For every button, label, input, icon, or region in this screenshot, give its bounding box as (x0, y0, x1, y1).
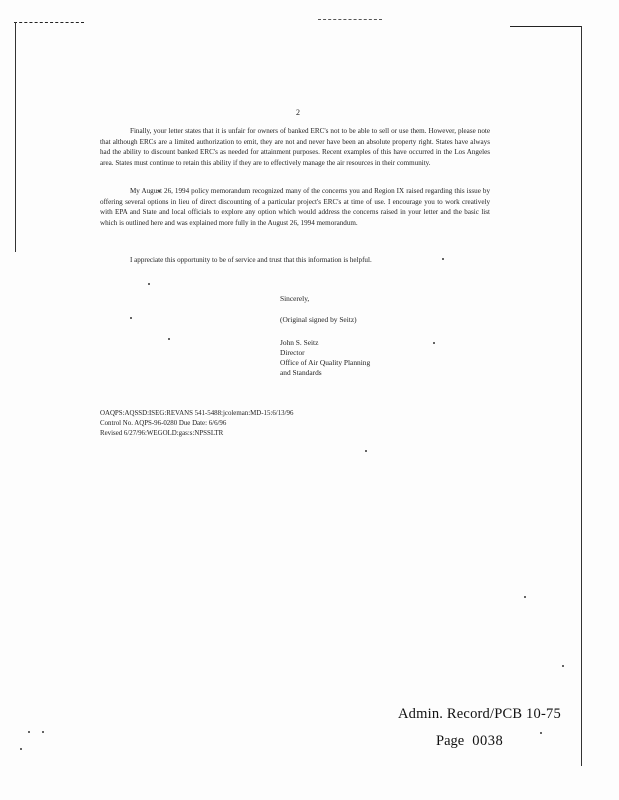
signer-name: John S. Seitz (280, 338, 319, 347)
paragraph-property-right: Finally, your letter states that it is unfair for owners of banked ERC's not to be able to sell or use them. However, please note that although ERCs are a limited authorization to emit, they are not and never have been an absolute property right. States have always had the ability to discount banked ERC's as needed for attainment purposes. Recent examples of this have occurred in the Los Angeles area. States must continue to retain this ability if they are to effectively manage the air resources in their community. (100, 127, 490, 167)
page-stamp-number: 0038 (472, 733, 504, 749)
scan-speck (130, 317, 132, 319)
routing-line-1: OAQPS:AQSSD:ISEG:REVANS 541-5488:jcoleman:MD-15:6/13/96 (100, 410, 294, 417)
admin-record-stamp: Admin. Record/PCB 10-75 (398, 706, 561, 722)
scan-speck (28, 731, 30, 733)
paragraph-policy-memorandum: My August 26, 1994 policy memorandum recognized many of the concerns you and Region IX raised regarding this issue by offering several options in lieu of direct discounting of a particular project's ERC's at time of use. I encourage you to work creatively with EPA and State and local officials to explore any option which would address the concerns raised in your letter and the basic list which is outlined here and was explained more fully in the August 26, 1994 memorandum. (100, 187, 490, 227)
signer-office-line2: and Standards (280, 368, 322, 377)
page-stamp-label: Page (436, 733, 465, 749)
scan-speck (540, 732, 542, 734)
scan-speck (365, 450, 367, 452)
routing-line-2: Control No. AQPS-96-0280 Due Date: 6/6/96 (100, 420, 227, 427)
signature-note: (Original signed by Seitz) (280, 315, 357, 324)
scan-border-top-right (510, 26, 582, 27)
scan-border-top-middle (318, 19, 382, 20)
scan-speck (148, 283, 150, 285)
scan-speck (42, 731, 44, 733)
closing-salutation: Sincerely, (280, 294, 310, 303)
page-number: 2 (296, 108, 300, 117)
routing-block (100, 409, 293, 439)
scan-border-right (581, 26, 582, 766)
scan-border-top-left (14, 22, 84, 23)
signer-block (280, 338, 370, 378)
scan-speck (562, 665, 564, 667)
scan-speck (20, 748, 22, 750)
scan-speck (168, 338, 170, 340)
signer-office-line1: Office of Air Quality Planning (280, 358, 371, 367)
scan-speck (433, 342, 435, 344)
scan-border-left (15, 22, 16, 252)
signer-title: Director (280, 348, 305, 357)
scan-speck (524, 596, 526, 598)
page-stamp (436, 733, 503, 750)
paragraph-appreciation: I appreciate this opportunity to be of service and trust that this information is helpful. (130, 256, 372, 264)
routing-line-3: Revised 6/27/96:WEGOLD:gas:s:NPSSLTR (100, 430, 224, 437)
